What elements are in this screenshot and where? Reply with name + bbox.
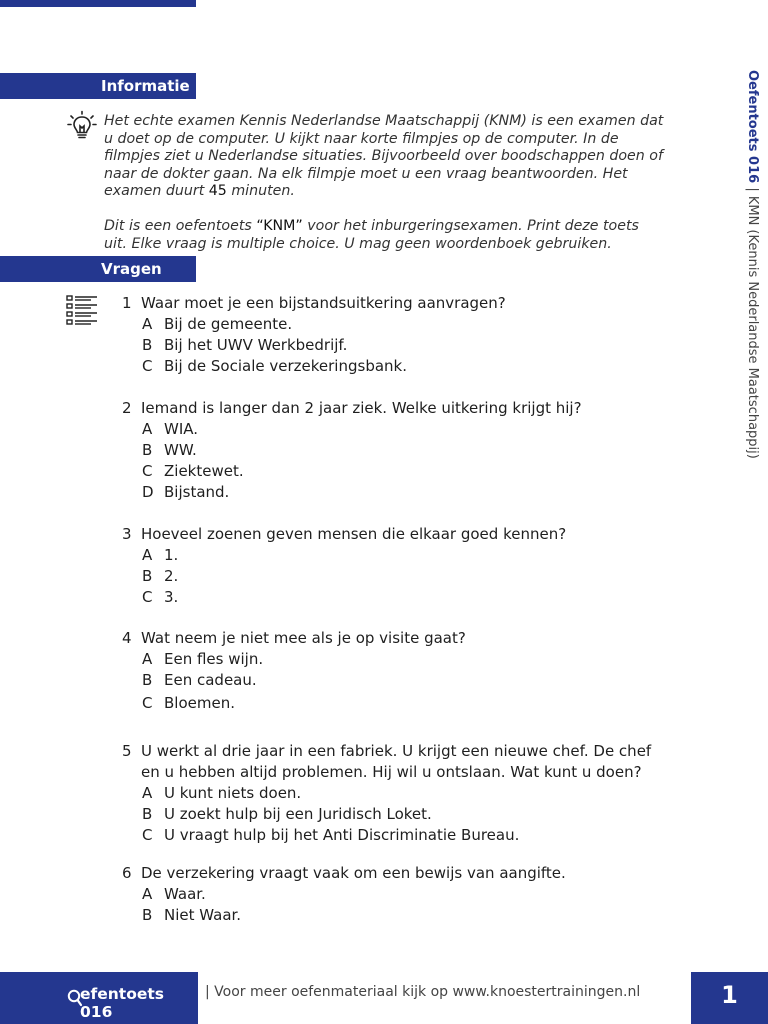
answer-option: B WW. xyxy=(142,441,197,459)
question-text: Iemand is langer dan 2 jaar ziek. Welke uitkering krijgt hij? xyxy=(141,399,582,417)
info-section-heading: Informatie xyxy=(0,73,196,99)
answer-option: B Een cadeau. xyxy=(142,671,257,689)
questions-section-heading: Vragen xyxy=(0,256,196,282)
question-4 xyxy=(122,628,662,714)
lightbulb-icon xyxy=(66,110,98,142)
answer-option: A Bij de gemeente. xyxy=(142,315,293,333)
answer-option: B Niet Waar. xyxy=(142,906,242,924)
answer-option: B Bij het UWV Werkbedrijf. xyxy=(142,336,348,354)
question-text: Waar moet je een bijstandsuitkering aanvragen? xyxy=(141,294,506,312)
question-1 xyxy=(122,293,662,377)
question-text: Wat neem je niet mee als je op visite gaat? xyxy=(141,629,466,647)
top-accent-bar xyxy=(0,0,196,7)
answer-option: A Waar. xyxy=(142,885,206,903)
answer-option: C U vraagt hulp bij het Anti Discriminatie Bureau. xyxy=(142,826,520,844)
exam-name: “KNM” xyxy=(256,218,303,234)
question-3 xyxy=(122,524,662,608)
question-2 xyxy=(122,398,662,503)
question-text: U werkt al drie jaar in een fabriek. U krijgt een nieuwe chef. De chef en u hebben altijd problemen. Hij wil u ontslaan. Wat kunt u doen? xyxy=(141,742,652,781)
question-number: 4 xyxy=(122,629,132,647)
answer-option: A 1. xyxy=(142,546,179,564)
question-number: 5 xyxy=(122,742,132,760)
footer-label: efentoets 016 xyxy=(80,985,165,1021)
answer-option: B U zoekt hulp bij een Juridisch Loket. xyxy=(142,805,432,823)
side-running-title: Oefentoets 016 | KMN (Kennis Nederlandse Maatschappij) xyxy=(745,70,760,459)
duration-minutes: 45 xyxy=(208,183,227,199)
checklist-icon xyxy=(66,295,98,325)
answer-option: A U kunt niets doen. xyxy=(142,784,302,802)
answer-option: C 3. xyxy=(142,588,179,606)
question-6 xyxy=(122,863,662,926)
info-paragraph-1: Het echte examen Kennis Nederlandse Maatschappij (KNM) is een examen dat u doet op de computer. U kijkt naar korte filmpjes op de computer. In de filmpjes ziet u Nederlandse situaties. Bijvoorbeeld over boodschappen doen of naar de dokter gaan. Na elk filmpje moet u een vraag beantwoorden. Het examen duurt 45 minuten. xyxy=(104,113,664,199)
answer-option: D Bijstand. xyxy=(142,483,230,501)
footer-brand-block xyxy=(0,972,198,1024)
answer-option: C Ziektewet. xyxy=(142,462,244,480)
page-number: 1 xyxy=(691,972,768,1024)
answer-option: C Bij de Sociale verzekeringsbank. xyxy=(142,357,407,375)
question-number: 6 xyxy=(122,864,132,882)
answer-option: B 2. xyxy=(142,567,179,585)
question-number: 2 xyxy=(122,399,132,417)
answer-option: A Een fles wijn. xyxy=(142,650,264,668)
info-text xyxy=(104,113,664,253)
question-5 xyxy=(122,741,662,846)
footer-website-text: | Voor meer oefenmateriaal kijk op www.knoestertrainingen.nl xyxy=(205,984,641,1000)
question-number: 1 xyxy=(122,294,132,312)
question-text: De verzekering vraagt vaak om een bewijs van aangifte. xyxy=(141,864,566,882)
answer-option: C Bloemen. xyxy=(142,694,235,712)
question-text: Hoeveel zoenen geven mensen die elkaar goed kennen? xyxy=(141,525,567,543)
info-paragraph-2: Dit is een oefentoets “KNM” voor het inburgeringsexamen. Print deze toets uit. Elke vraag is multiple choice. U mag geen woordenboek gebruiken. xyxy=(104,218,639,252)
question-number: 3 xyxy=(122,525,132,543)
answer-option: A WIA. xyxy=(142,420,199,438)
